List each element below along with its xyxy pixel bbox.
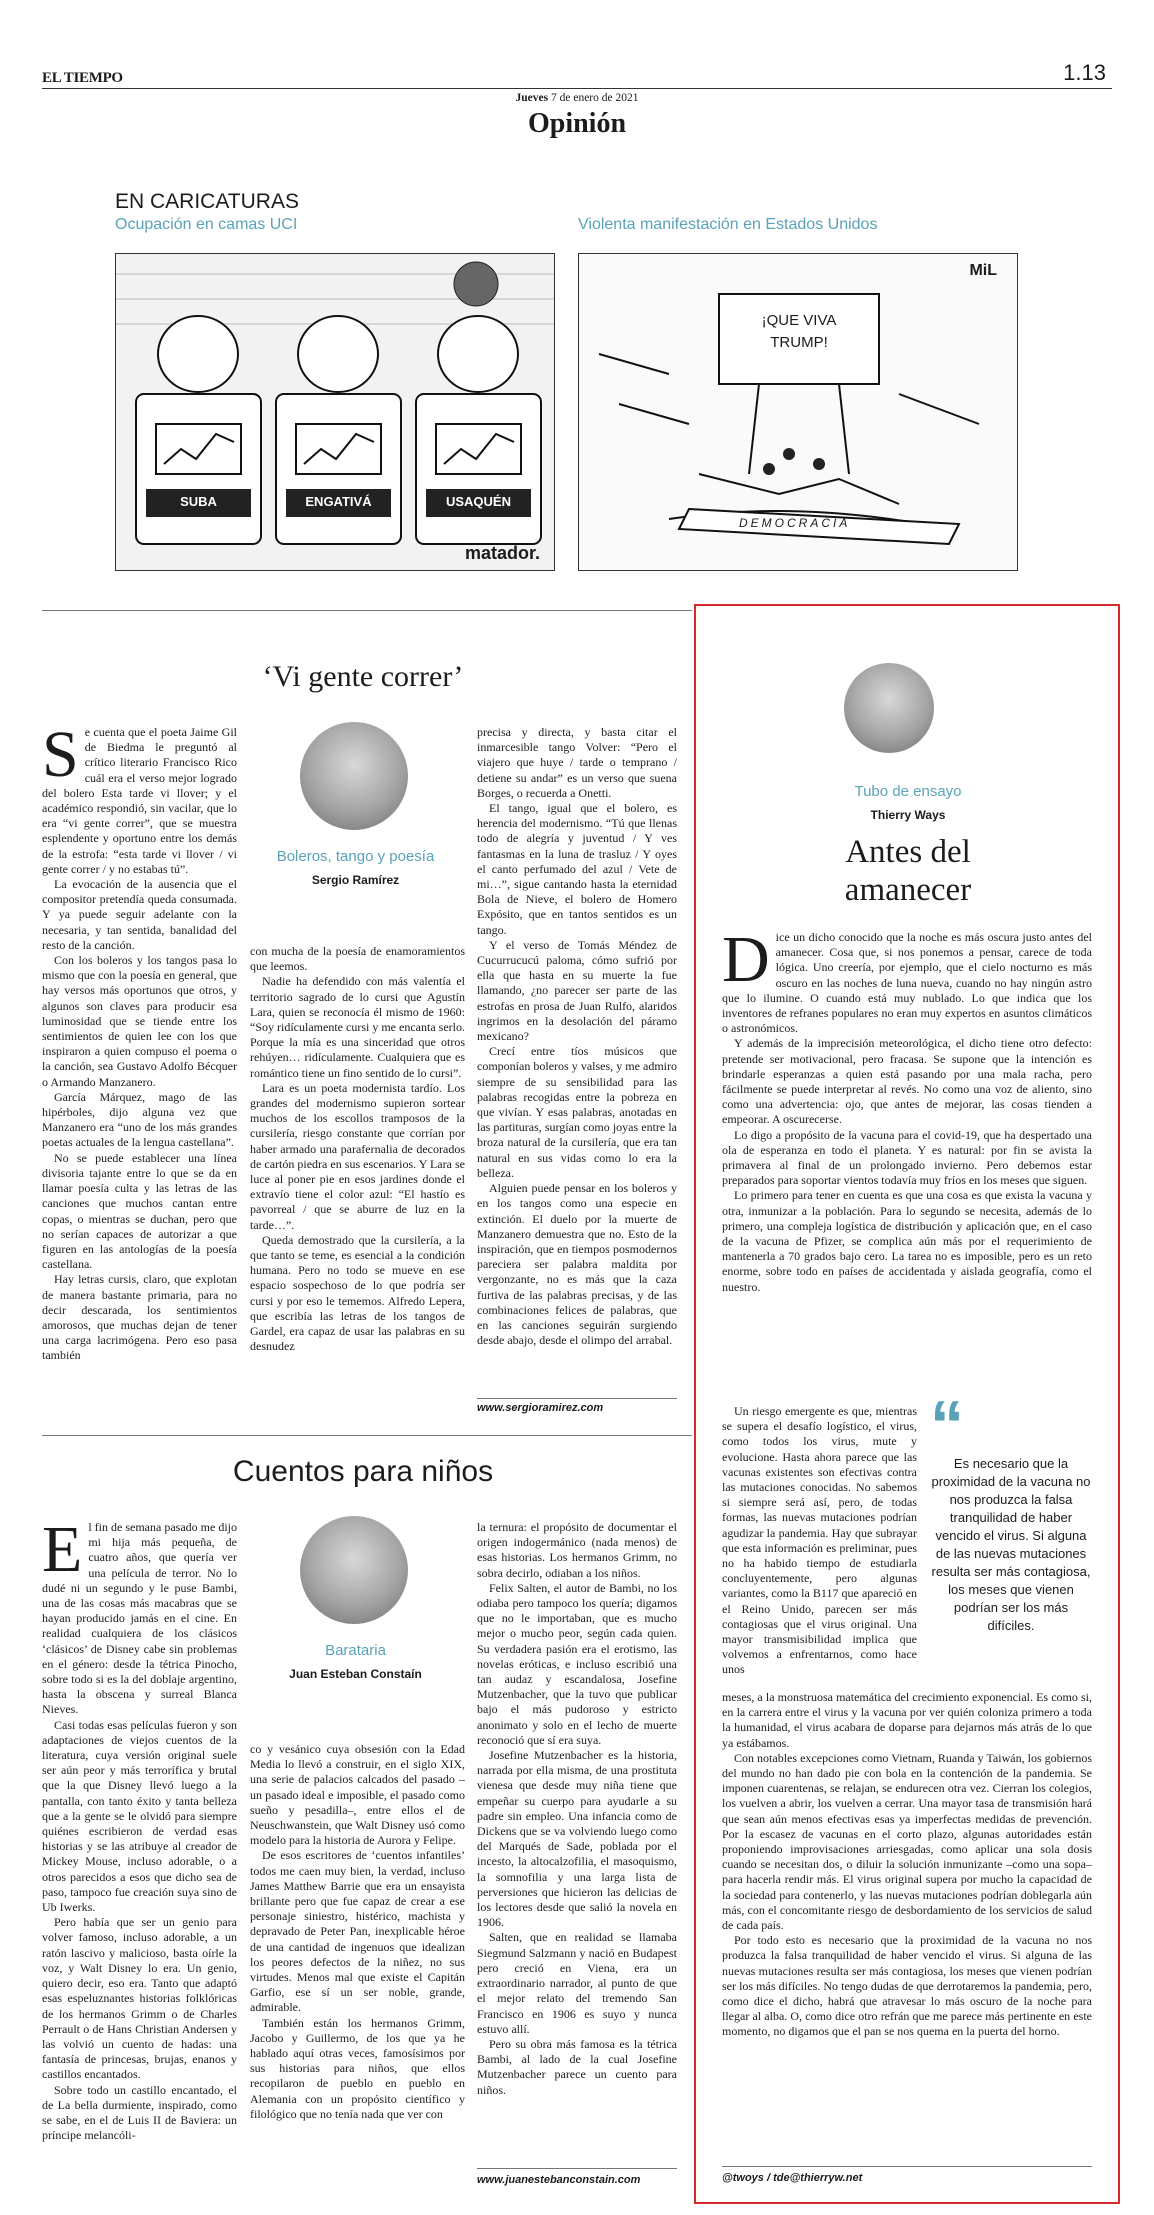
protest-sign-line1: ¡QUE VIVA <box>761 312 837 329</box>
article3-column-name: Tubo de ensayo <box>854 783 962 800</box>
article2-col2 <box>250 1742 465 2197</box>
caricatura-left-caption: Ocupación en camas UCI <box>115 216 298 233</box>
dropcap: S <box>42 725 79 791</box>
bed-label-usaquen: USAQUÉN <box>445 494 511 509</box>
article1-p: Alguien puede pensar en los boleros y en los tangos como una especie en extinción. El duelo por la muerte de Manzanero demuestra que no. Esto de la inspiración, que en tiempos posmodernos pareciera ser palabra maldita por vergonzante, no es más que la caza furtiva de las palabras precisas, y de las combinaciones felices de palabras, que en las canciones seguirán surgiendo desde abajo, desde el olimpo del arrabal. <box>477 1181 677 1348</box>
caricatura-right-caption: Violenta manifestación en Estados Unidos <box>578 216 878 233</box>
article3-p: Lo primero para tener en cuenta es que una cosa es que exista la vacuna y otra, inmunizar a la población. Para lo segundo se necesita, además de lo primero, una compleja logística de distribución y aplicación que, en el caso de la vacuna de Pfizer, se complica aún más por el requerimiento de mantenerla a 70 grados bajo cero. La tarea no es imposible, pero es un reto enorme, sobre todo en países de accidentada y aislada geografía, como el nuestro. <box>722 1188 1092 1294</box>
article2-p: Sobre todo un castillo encantado, el de La bella durmiente, inspirado, como se sabe, en el de Luis II de Baviera: un príncipe melancóli- <box>42 2082 237 2143</box>
article3-p: Y además de la imprecisión meteorológica, el dicho tiene otro defecto: pretende ser motivacional, pero fracasa. Se supone que la intención es brindarle esperanzas a quien está pasando por una mala racha, pero fácilmente se puede interpretar al revés. No como una voz de aliento, sino como una advertencia: ojo, que antes de mejorar, las cosas tienden a empeorar. A oscurecerse. <box>722 1036 1092 1127</box>
article1-p: Con los boleros y los tangos pasa lo mismo que con la poesía en general, que hay versos más oportunos que otros, y algunos son claves para producir esa luminosidad que se tiende entre los sentimientos de quien lee con los que inspiraron a quien compuso el poema o la canción, sea Gustavo Adolfo Bécquer o Armando Manzanero. <box>42 953 237 1089</box>
article3-p: meses, a la monstruosa matemática del crecimiento exponencial. Es como si, en la carrera entre el virus y la vacuna por ver quién coloniza primero a toda la humanidad, el virus acabara de doparse para dejarnos más atrás de lo que ya estábamos. <box>722 1690 1092 1750</box>
article1-p: e cuenta que el poeta Jaime Gil de Biedma le preguntó al crítico literario Francisco Rico cuál era el verso mejor logrado del bolero Esta tarde vi llover; y el académico respondió, sin vacilar, que lo era “vi gente correr”, que se muestra esplendente y oportuno entre los demás de la estrofa: “esta tarde vi llover / vi gente correr / y no estabas tú”. <box>42 725 237 876</box>
article1-p: La evocación de la ausencia que el compositor pretendía queda consumada. Y ya puede seguir adelante con la necesaria, y tan sentida, banalidad del resto de la canción. <box>42 877 237 952</box>
paper-name: EL TIEMPO <box>42 70 123 86</box>
article1-p: No se puede establecer una línea divisoria tajante entre lo que se da en llamar poesía culta y las letras de las canciones que muchos cantan entre copas, o mientras se duchan, pero que no serían capaces de autorizar a que figuren en las antologías de la poesía castellana. <box>42 1150 237 1272</box>
article2-column-name: Barataria <box>325 1642 386 1659</box>
article3-narrow <box>722 1404 917 1689</box>
caricaturas-rule <box>42 610 692 611</box>
caricatura-right <box>578 253 1018 571</box>
icu-beds-drawing <box>116 254 555 571</box>
article3-title-line1: Antes del <box>845 834 971 870</box>
article1-p: El tango, igual que el bolero, es herencia del modernismo. “Tú que llenas todo de alegría y juventud / Y ves fantasmas en la luna de trasluz / Y oyes el canto perfumado del azul / Vete de mi…”, sigue cantando hasta la eternidad Bola de Nieve, el bolero de Homero Expósito, que en tantos sentidos es un tango. <box>477 801 677 937</box>
article3-author: Thierry Ways <box>870 808 946 822</box>
article2-p: También están los hermanos Grimm, Jacobo y Guillermo, de los que ya he hablado aquí otras veces, famosísimos por sus historias para niños, que ellos recopilaron de pueblo en pueblo en Alemania con un propósito científico y filológico que no tenía nada que ver con <box>250 2015 465 2121</box>
pull-quote <box>930 1387 1092 1695</box>
caricatura-left <box>115 253 555 571</box>
dropcap: D <box>722 930 770 996</box>
article2-title: Cuentos para niños <box>232 1455 494 1488</box>
dropcap: E <box>42 1520 83 1586</box>
article1-p: Crecí entre tíos músicos que componían boleros y valses, y me admiro siempre de su sensibilidad para las palabras recogidas entre la pobreza en que vivían. Y esas palabras, anotadas en las partituras, surgían como joyas entre la broza natural de la cursilería, que era tan natural en sus vidas como lo era la belleza. <box>477 1044 677 1180</box>
article2-p: la ternura: el propósito de documentar el origen indogermánico (nada menos) de esas historias. Los hermanos Grimm, no sobra decirlo, odiaban a los niños. <box>477 1520 677 1580</box>
article1-column-name: Boleros, tango y poesía <box>276 848 435 865</box>
article3-contact: @twoys / tde@thierryw.net <box>722 2172 863 2184</box>
article3-title-line2: amanecer <box>844 872 972 908</box>
page-number: 1.13 <box>1063 60 1106 85</box>
article3-sig-rule <box>722 2166 1092 2167</box>
article1-p: Nadie ha defendido con más valentía el territorio sagrado de lo cursi que Agustín Lara, quien se reconocía él mismo de 1960: “Soy ridículamente cursi y me encanta serlo. Porque la mía es una sinceridad que otros rehúyen… ridículamente. Cualquiera que es romántico tiene un fino sentido de lo cursi”. <box>250 974 465 1080</box>
article1-title: ‘Vi gente correr’ <box>262 660 464 693</box>
author-photo-sergio <box>300 722 408 830</box>
cartoonist-signature-right: MiL <box>969 262 997 279</box>
article2-p: Pero su obra más famosa es la tétrica Bambi, al lado de la cual Josefine Mutzenbacher parece un cuento para niños. <box>477 2036 677 2097</box>
article2-p: Salten, que en realidad se llamaba Siegmund Salzmann y nació en Budapest pero creció en Viena, era un extraordinario narrador, al punto de que el mejor relato del tremendo San Francisco en 1906 es suyo y nunca estuvo allí. <box>477 1930 677 2036</box>
article1-web: www.sergioramirez.com <box>477 1402 604 1414</box>
header-rule <box>42 88 1112 89</box>
article1-p: Queda demostrado que la cursilería, a la que tanto se teme, es esencial a la condición humana. Pero no todo se mueve en ese espacio sospechoso de lo que podría ser cursi y por eso le tememos. Alfredo Lepera, que escribía las letras de los tangos de Gardel, era capaz de usar las palabras en su desnudez <box>250 1232 465 1354</box>
protest-sign-line2: TRUMP! <box>770 334 828 351</box>
article2-p: co y vesánico cuya obsesión con la Edad Media lo llevó a construir, en el siglo XIX, una serie de palacios calcados del pasado –un pasado ideal e imposible, el pasado como sueño y pesadilla–, entre ellos el de Neuschwanstein, que Walt Disney usó como modelo para la historia de Aurora y Felipe. <box>250 1742 465 1848</box>
article1-col2 <box>250 944 465 1364</box>
article2-p: Casi todas esas películas fueron y son adaptaciones de viejos cuentos de la literatura, cuya versión original suele ser aún peor y más terrorífica y brutal que la que Disney llevó luego a la pantalla, con tanto éxito y tanta belleza que a la gente se le olvidó para siempre quiénes escribieron de verdad esas historias y se las atribuye al creador de Mickey Mouse, incluso adorable, o a otros parecidos a esos que dicho sea de paso, tampoco fue creación suya sino de Ub Iwerks. <box>42 1717 237 1915</box>
article2-p: Pero había que ser un genio para volver famoso, incluso adorable, a un ratón lascivo y malicioso, basta oírle la voz, y Walt Disney lo era. Un genio, quiero decir, eso era. Tanto que adaptó esas espeluznantes historias folklóricas de los hermanos Grimm o de Charles Perrault o de Hans Christian Andersen y las volvió un cuento de hadas: una fantasía de princesas, brujas, enanos y castillos encantados. <box>42 1915 237 2082</box>
article2-p: Josefine Mutzenbacher es la historia, narrada por ella misma, de una prostituta vienesa que desde muy niña tiene que empeñar su cuerpo para ayudarle a su padre sin empleo. Una infancia como de Dickens que se va volviendo luego como del Marqués de Sade, poblada por el incesto, la altocalzofilia, el masoquismo, la somnofilia y una larga lista de perversiones que hicieron las delicias de los lectores desde que salió la novela en 1906. <box>477 1748 677 1930</box>
date-day: Jueves <box>515 92 549 104</box>
quote-text: Es necesario que la proximidad de la vacuna no nos produzca la falsa tranquilidad de haber vencido el virus. Si alguna de las nuevas mutaciones resulta ser más contagiosa, los meses que vienen podrían ser los más difíciles. <box>931 1456 1091 1633</box>
masthead <box>42 60 1112 90</box>
democracia-banner: DEMOCRACIA <box>739 516 851 530</box>
date-rest: 7 de enero de 2021 <box>550 92 639 104</box>
article1-p: Lara es un poeta modernista tardío. Los grandes del modernismo supieron sortear muchos de los escollos tramposos de la cursilería, riesgo constante que corrían por haber armado una parafernalia de decorados de cartón piedra en sus escenarios. Y Lara se luce al poner pie en esos jardines donde el extravío tiene el color azul: “El hastío es pavorreal / que se aburre de luz en la tarde…”. <box>250 1080 465 1232</box>
bed-label-engativa: ENGATIVÁ <box>305 494 372 509</box>
article3-bottom <box>722 1690 1092 2162</box>
author-photo-juan <box>300 1516 408 1624</box>
article2-p: Felix Salten, el autor de Bambi, no los odiaba pero tampoco los quería; digamos que no le importaban, que es mucho mejor o mucho peor, según cada quien. Su verdadera pasión era el erotismo, las novelas eróticas, e incluso escribió una tan audaz y escandalosa, Josefine Mutzenbacher, que la tuvo que publicar bajo el más pudoroso y estricto anonimato y solo en el lecho de muerte reconoció que sí era suya. <box>477 1580 677 1747</box>
article1-col3 <box>477 725 677 1361</box>
article-separator <box>42 1435 692 1436</box>
article1-p: Hay letras cursis, claro, que explotan de manera bastante primaria, para no decir descarada, los sentimientos amorosos, que muchas dejan de tener una carga lacrimógena. Pero eso pasa también <box>42 1272 237 1363</box>
article2-author: Juan Esteban Constaín <box>289 1667 422 1681</box>
header-date <box>0 92 1154 104</box>
author-photo-thierry <box>844 663 934 753</box>
article1-p: Y el verso de Tomás Méndez de Cucurrucucú paloma, cómo sufrió por ella que hasta en su muerte la fue llamando, ¿no parecer ser parte de las estrofas en prosa de Juan Rulfo, alaridos ingrimos en la desolación del páramo mexicano? <box>477 937 677 1044</box>
article1-sig-rule <box>477 1398 677 1399</box>
article2-sig-rule <box>477 2168 677 2169</box>
caricaturas-title: EN CARICATURAS <box>115 190 299 213</box>
article2-col3 <box>477 1520 677 2160</box>
article3-p: Por todo esto es necesario que la proximidad de la vacuna no nos produzca la falsa tranquilidad de haber vencido el virus. Si alguna de las nuevas mutaciones resulta ser más contagiosa, los meses que vienen podrían ser los más difíciles. No tengo dudas de que derrotaremos la pandemia, pero, como dice el dicho, habrá que atravesar lo más oscuro de la noche para llegar al alba. O, como dice otro refrán que me parece más pertinente en este momento, no digamos que el pan se nos quema en la puerta del horno. <box>722 1933 1092 2039</box>
section-title: Opinión <box>527 108 627 139</box>
article2-web: www.juanestebanconstain.com <box>477 2174 641 2186</box>
article1-col1 <box>42 725 237 1365</box>
article3-p: Lo digo a propósito de la vacuna para el covid-19, que ha despertado una ola de esperanza en todo el planeta. Y es natural: por fin se avista la primavera al final de un prolongado invierno. Pero debemos estar preparados para soportar vientos todavía muy fríos en los meses que siguen. <box>722 1127 1092 1188</box>
article2-p: De esos escritores de ‘cuentos infantiles’ todos me caen muy bien, la verdad, incluso James Matthew Barrie que era un ensayista brillante pero que fue capaz de crear a ese personaje siniestro, histérico, machista y depravado de Peter Pan, inexplicable héroe de una cantidad de ingenuos que idealizan los peores defectos de la niñez, no sus virtudes. Menos mal que existe el Capitán Garfio, ese sí un ser noble, grande, admirable. <box>250 1848 465 2015</box>
article3-p: ice un dicho conocido que la noche es más oscura justo antes del amanecer. Cosa que, si nos ponemos a pensar, carece de toda lógica. Uno creería, por ejemplo, que el cielo nocturno es más oscuro en las noches de luna nueva, cuando no hay ningún astro que lo ilumine. O cuando está muy nublado. Lo que indica que los inventores de refranes populares no eran muy expertos en asuntos climáticos o astronómicos. <box>722 930 1092 1036</box>
cartoonist-signature-left: matador. <box>464 543 540 563</box>
article1-author: Sergio Ramírez <box>311 873 400 887</box>
article3-p: Con notables excepciones como Vietnam, Ruanda y Taiwán, los gobiernos del mundo no han dado pie con bola en la contención de la pandemia. Se imponen cuarentenas, se relajan, se endurecen otra vez. Cierran los colegios, los vuelven a abrir, los vuelven a cerrar. Una mayor tasa de transmisión hará que sean aún menos efectivas esas ya imperfectas medidas de prevención. Por la escasez de vacunas en el corto plazo, algunas autoridades están proponiendo improvisaciones arriesgadas, como aplicar una sola dosis cuando se necesitan dos, o diluir la solución inmunizante –como una sopa– para hacerla rendir más. El virus original supera por mucho la capacidad de la sociedad para contenerlo, y las nuevas mutaciones podrían doblegarla aún más, con el concomitante riesgo de desbordamiento de los servicios de salud de cada país. <box>722 1750 1092 1933</box>
article2-col1 <box>42 1520 237 2200</box>
article3-top <box>722 930 1092 1402</box>
quote-mark: “ <box>930 1387 964 1463</box>
article1-p: precisa y directa, y basta citar el inmarcesible tango Volver: “Pero el viajero que huye / tarde o temprano / detiene su andar” es un verso que suena Borges, o recuerda a Onetti. <box>477 725 677 800</box>
article1-p: con mucha de la poesía de enamoramientos que leemos. <box>250 944 465 974</box>
article2-p: l fin de semana pasado me dijo mi hija más pequeña, de cuatro años, que quería ver una película de terror. No lo dudé ni un segundo y le puse Bambi, una de las cosas más macabras que se hayan producido jamás en el cine. En realidad cualquiera de los clásicos ‘clásicos’ de Disney cabe sin problemas en el género: desde la tétrica Pinocho, sobre todo si es la del doblaje argentino, hasta la obscena y surreal Blanca Nieves. <box>42 1520 237 1717</box>
article1-p: García Márquez, mago de las hipérboles, dijo alguna vez que Manzanero era “uno de los más grandes poetas actuales de la lengua castellana”. <box>42 1089 237 1150</box>
bed-label-suba: SUBA <box>180 494 217 509</box>
article3-p: Un riesgo emergente es que, mientras se supera el desafío logístico, el virus, como todos los virus, mute y evolucione. Hasta ahora parece que las vacunas existentes son efectivas contra las mutaciones conocidas. No sabemos si siempre será así, pero, de todas formas, las nuevas mutaciones podrían agudizar la pandemia. Hay que subrayar que esta información es preliminar, pues no ha habido tiempo de estudiarla concluyentemente, pero algunas variantes, como la B117 que apareció en el Reino Unido, parecen ser más contagiosas que el virus original. Una mayor transmisibilidad implica que volvemos a enfrentarnos, como hace unos <box>722 1404 917 1677</box>
